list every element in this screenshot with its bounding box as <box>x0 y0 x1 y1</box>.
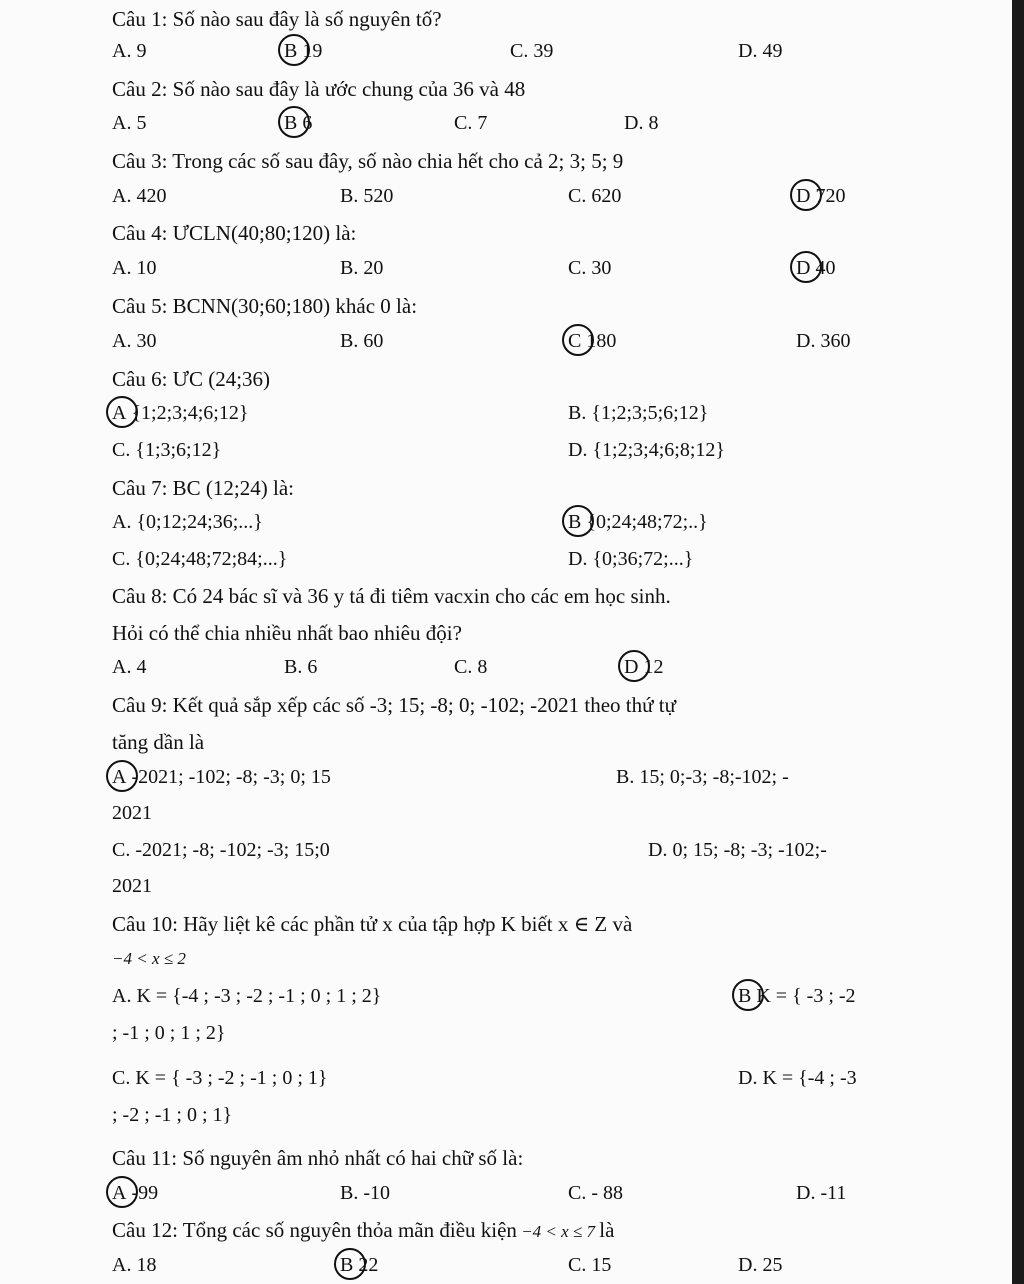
question-12-stem: Câu 12: Tổng các số nguyên thỏa mãn điều kiện −4 < x ≤ 7 là <box>112 1218 615 1242</box>
answer-circle: B <box>738 985 752 1007</box>
answer-circle: A <box>112 1182 127 1204</box>
answer-circle: B <box>568 511 582 533</box>
q5-option-b: B. 60 <box>340 330 384 352</box>
question-10-condition: −4 < x ≤ 2 <box>112 949 186 968</box>
answer-circle: D <box>796 185 811 207</box>
q11-option-a: A -99 <box>112 1182 159 1204</box>
q10-option-b: B K = { -3 ; -2 <box>738 985 856 1007</box>
question-9-stem: Câu 9: Kết quả sắp xếp các số -3; 15; -8; 0; -102; -2021 theo thứ tự <box>112 693 676 717</box>
page-edge <box>1012 0 1024 1284</box>
q7-option-a: A. {0;12;24;36;...} <box>112 511 263 533</box>
q11-option-c: C. - 88 <box>568 1182 624 1204</box>
q2-option-b: B 6 <box>284 112 313 134</box>
q9-option-a: A -2021; -102; -8; -3; 0; 15 <box>112 766 331 788</box>
answer-circle: A <box>112 402 127 424</box>
answer-circle: D <box>796 257 811 279</box>
q1-option-d: D. 49 <box>738 40 783 62</box>
question-1-stem: Câu 1: Số nào sau đây là số nguyên tố? <box>112 7 442 31</box>
q1-option-b: B 19 <box>284 40 323 62</box>
q6-option-a: A {1;2;3;4;6;12} <box>112 402 249 424</box>
q2-option-d: D. 8 <box>624 112 659 134</box>
q11-option-b: B. -10 <box>340 1182 391 1204</box>
question-4-stem: Câu 4: ƯCLN(40;80;120) là: <box>112 221 357 245</box>
q2-option-c: C. 7 <box>454 112 488 134</box>
q1-option-c: C. 39 <box>510 40 554 62</box>
question-2-stem: Câu 2: Số nào sau đây là ước chung của 36 và 48 <box>112 77 526 101</box>
q6-option-d: D. {1;2;3;4;6;8;12} <box>568 439 725 461</box>
question-10-stem: Câu 10: Hãy liệt kê các phần tử x của tập hợp K biết x ∈ Z và <box>112 912 633 936</box>
q8-option-a: A. 4 <box>112 656 147 678</box>
q10-option-d: D. K = {-4 ; -3 <box>738 1067 857 1089</box>
question-8-stem: Câu 8: Có 24 bác sĩ và 36 y tá đi tiêm vacxin cho các em học sinh. <box>112 584 671 608</box>
q5-option-c: C 180 <box>568 330 617 352</box>
question-9-stem-2: tăng dần là <box>112 730 205 754</box>
answer-circle: C <box>568 330 582 352</box>
q3-option-a: A. 420 <box>112 185 167 207</box>
q7-option-c: C. {0;24;48;72;84;...} <box>112 548 288 570</box>
q8-option-d: D 12 <box>624 656 664 678</box>
question-12-condition: −4 < x ≤ 7 <box>516 1222 600 1241</box>
q8-option-c: C. 8 <box>454 656 488 678</box>
question-11-stem: Câu 11: Số nguyên âm nhỏ nhất có hai chữ số là: <box>112 1146 524 1170</box>
q10-option-b-cont: ; -1 ; 0 ; 1 ; 2} <box>112 1022 226 1044</box>
q12-option-a: A. 18 <box>112 1254 157 1276</box>
q8-option-b: B. 6 <box>284 656 318 678</box>
q3-option-c: C. 620 <box>568 185 622 207</box>
answer-circle: D <box>624 656 639 678</box>
answer-circle: B <box>284 40 298 62</box>
q10-option-d-cont: ; -2 ; -1 ; 0 ; 1} <box>112 1104 233 1126</box>
q5-option-d: D. 360 <box>796 330 851 352</box>
q7-option-b: B {0;24;48;72;..} <box>568 511 708 533</box>
q4-option-a: A. 10 <box>112 257 157 279</box>
q11-option-d: D. -11 <box>796 1182 847 1204</box>
answer-circle: B <box>284 112 298 134</box>
q7-option-d: D. {0;36;72;...} <box>568 548 694 570</box>
q12-option-b: B 22 <box>340 1254 379 1276</box>
q12-option-c: C. 15 <box>568 1254 612 1276</box>
q4-option-d: D 40 <box>796 257 836 279</box>
q6-option-b: B. {1;2;3;5;6;12} <box>568 402 709 424</box>
answer-circle: B <box>340 1254 354 1276</box>
answer-circle: A <box>112 766 127 788</box>
question-3-stem: Câu 3: Trong các số sau đây, số nào chia hết cho cả 2; 3; 5; 9 <box>112 149 624 173</box>
q12-option-d: D. 25 <box>738 1254 783 1276</box>
q6-option-c: C. {1;3;6;12} <box>112 439 222 461</box>
q9-option-b: B. 15; 0;-3; -8;-102; - <box>616 766 789 788</box>
q4-option-c: C. 30 <box>568 257 612 279</box>
q10-option-c: C. K = { -3 ; -2 ; -1 ; 0 ; 1} <box>112 1067 328 1089</box>
q4-option-b: B. 20 <box>340 257 384 279</box>
q3-option-b: B. 520 <box>340 185 394 207</box>
question-8-stem-2: Hỏi có thể chia nhiều nhất bao nhiêu đội? <box>112 621 462 645</box>
q9-option-d: D. 0; 15; -8; -3; -102;- <box>648 839 827 861</box>
question-5-stem: Câu 5: BCNN(30;60;180) khác 0 là: <box>112 294 418 318</box>
q3-option-d: D 720 <box>796 185 846 207</box>
q1-option-a: A. 9 <box>112 40 147 62</box>
q10-option-a: A. K = {-4 ; -3 ; -2 ; -1 ; 0 ; 1 ; 2} <box>112 985 382 1007</box>
q9-option-c: C. -2021; -8; -102; -3; 15;0 <box>112 839 330 861</box>
q9-option-d-cont: 2021 <box>112 875 152 897</box>
question-6-stem: Câu 6: ƯC (24;36) <box>112 367 271 391</box>
q5-option-a: A. 30 <box>112 330 157 352</box>
q2-option-a: A. 5 <box>112 112 147 134</box>
question-7-stem: Câu 7: BC (12;24) là: <box>112 476 294 500</box>
q9-option-b-cont: 2021 <box>112 802 152 824</box>
